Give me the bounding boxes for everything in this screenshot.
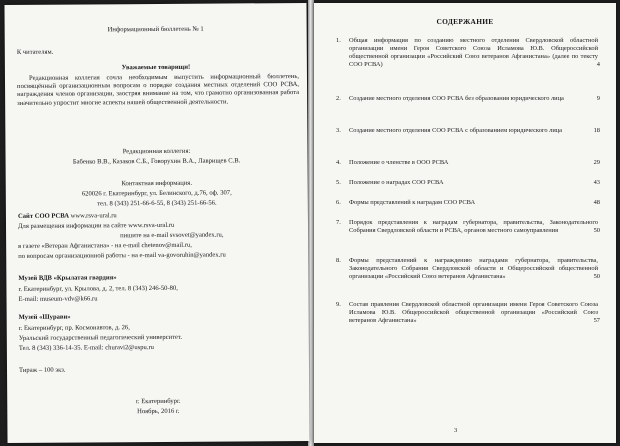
toc-item-page: 29 [593, 159, 600, 166]
toc-item-page: 9 [596, 95, 600, 102]
site-prefix: Сайт СОО РСВА [17, 212, 70, 220]
office-address: 620026 г. Екатеринбург, ул. Белинского, д.76, оф. 307, [81, 189, 232, 198]
org-email-line: по вопросам организационной работы - на e-mail va-govoruhin@yandex.ru [18, 251, 226, 260]
toc-item-page: 50 [593, 273, 600, 281]
toc-item-number: 9. [336, 301, 341, 308]
office-phones: тел. 8 (343) 251-66-6-55, 8 (343) 251-66-56. [97, 199, 217, 208]
toc-item[interactable] [336, 179, 598, 187]
toc-item-text: Положение о наградах СОО РСВА [349, 179, 444, 186]
toc-item[interactable] [336, 301, 598, 325]
toc-item-page: 57 [593, 317, 600, 325]
salutation: К читателям. [16, 48, 54, 56]
greeting: Уважаемые товарищи! [121, 63, 191, 72]
toc-title: СОДЕРЖАНИЕ [436, 17, 494, 26]
city: г. Екатеринбург. [135, 397, 181, 406]
toc-item-number: 5. [336, 179, 341, 186]
toc-item[interactable] [336, 127, 598, 135]
intro-paragraph: Редакционная коллегия сочла необходимым выпустить информационный бюллетень, посвящённый организационным вопросам о порядке создания местных отделений СОО РСВА, награждения членов организации, заостряя внимание на том, что грамотно организованная работа значительно упростит многие аспекты нашей общественной деятельности. [17, 73, 300, 107]
contact-label: Контактная информация. [121, 179, 193, 188]
toc-item-page: 4 [596, 61, 600, 69]
museum2-contacts: Тел. 8 (343) 336-14-35. E-mail: churavi2@uspu.ru [18, 344, 155, 352]
toc-item-page: 43 [593, 179, 600, 186]
toc-item-text: Общая информация по созданию местного отделения Свердловской областной организации имени Героя Советского Союза Исламова Ю.В. Общероссийской общественной организации «Российский Союз ветеранов Афганистана» (далее по тексту СОО РСВА) [349, 37, 598, 69]
toc-item[interactable] [336, 219, 598, 235]
toc-item[interactable] [336, 199, 598, 207]
gazette-email-line: в газете «Ветеран Афганистана» - на e-mail chetenov@mail.ru, [18, 241, 192, 250]
board-label: Редакционная коллегия: [122, 147, 191, 156]
toc-item-number: 8. [336, 257, 341, 264]
page-number: 3 [454, 427, 458, 434]
toc-item-number: 3. [336, 127, 341, 134]
toc-item-text: Состав правления Свердловской областной организации имени Героя Советского Союза Исламова Ю.В. Общероссийской общественной организации «Российский Союз ветеранов Афганистана» [349, 301, 598, 325]
left-page [4, 3, 309, 443]
toc-item-number: 1. [336, 37, 341, 44]
toc-item-text: Создание местного отделения СОО РСВА без образования юридического лица [349, 95, 564, 102]
toc-item-text: Порядок представления к наградам губернатора, правительства, Законодательного Собрания Свердловской области и РСВА, органов местного самоуправления [349, 219, 598, 235]
toc-item[interactable] [336, 37, 598, 69]
toc-item-text: Положение о членстве в ООО РСВА [349, 159, 449, 166]
toc-item-page: 18 [593, 127, 600, 134]
site-info-line: Для размещения информации на сайте www.rsva-ural.ru [17, 221, 175, 230]
publication-date: Ноябрь, 2016 г. [137, 407, 180, 416]
print-run: Тираж – 100 экз. [19, 366, 66, 374]
toc-item-number: 7. [336, 219, 341, 226]
bulletin-header: Информационный бюллетень № 1 [107, 25, 204, 34]
right-page [314, 3, 616, 443]
site-url[interactable]: www.rsva-ural.ru [68, 212, 117, 220]
museum2-address: г. Екатеринбург, пр. Космонавтов, д. 26, [18, 324, 130, 332]
site-line [18, 212, 117, 221]
toc-item-text: Создание местного отделения СОО РСВА с образованием юридического лица [349, 127, 563, 134]
toc-item-number: 2. [336, 95, 341, 102]
toc-item[interactable] [336, 257, 598, 281]
museum1-address: г. Екатеринбург, ул. Крылова, д. 2, тел. 8 (343) 246-50-80, [18, 284, 178, 293]
site-email-line: пишите на e-mail svsovet@yandex.ru, [120, 231, 224, 240]
toc-item-number: 6. [336, 199, 341, 206]
toc-item-number: 4. [336, 159, 341, 166]
toc-item[interactable] [336, 159, 598, 167]
toc-item[interactable] [336, 95, 598, 103]
museum2-title: Музей «Шурави» [18, 313, 71, 321]
museum1-title: Музей ВДВ «Крылатая гвардия» [18, 274, 117, 282]
toc-item-text: Формы представлений к наградам СОО РСВА [349, 199, 476, 206]
board-names: Бабенко В.В., Казаков С.Б., Говорухин В.А., Лаврищев С.В. [72, 157, 241, 166]
museum2-university: Уральский государственный педагогический университет. [18, 333, 183, 342]
toc-item-page: 48 [593, 199, 600, 206]
museum1-email: E-mail: museum-vdv@k66.ru [18, 295, 98, 303]
toc-item-text: Формы представлений к награждению наградами губернатора, правительства, Законодательного Собрания Свердловской области и Общероссийской общественной организации «Российский Союз ветеранов Афганистана» [349, 257, 598, 281]
toc-item-page: 50 [593, 227, 600, 235]
